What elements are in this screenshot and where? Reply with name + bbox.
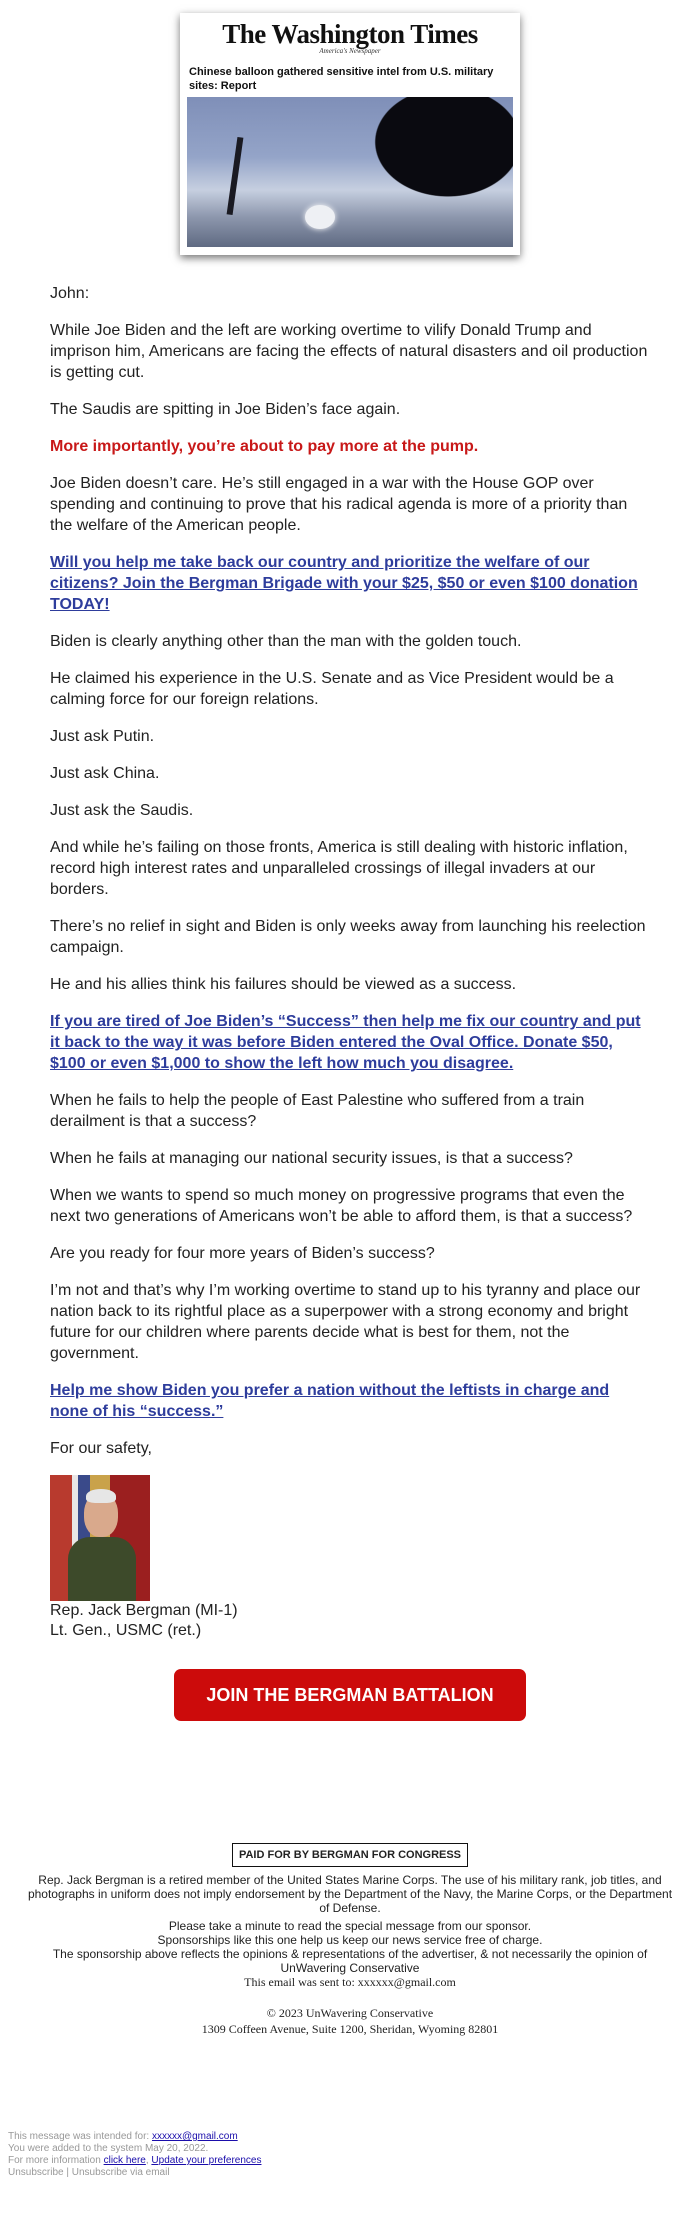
sponsor-line: Sponsorships like this one help us keep our news service free of charge. [157,1933,543,1947]
military-disclaimer: Rep. Jack Bergman is a retired member of the United States Marine Corps. The use of his military rank, job titles, and photographs in uniform does not imply endorsement by the Department of the Navy, the Marine Corps, or the Department of Defense. [27,1873,673,1915]
sent-to-line: This email was sent to: xxxxxx@gmail.com [244,1975,456,1989]
aircraft-strut-shape [227,137,244,215]
balloon-shape [305,205,335,229]
paid-for-box: PAID FOR BY BERGMAN FOR CONGRESS [232,1843,468,1867]
paragraph: And while he’s failing on those fronts, America is still dealing with historic inflation, record high interest rates and unparalleled crossings of illegal invaders at our borders. [50,839,628,898]
paragraph: The Saudis are spitting in Joe Biden’s face again. [50,401,401,418]
paragraph: Biden is clearly anything other than the man with the golden touch. [50,633,522,650]
paragraph: While Joe Biden and the left are working overtime to vilify Donald Trump and imprison him, Americans are facing the effects of natural disasters and oil production is getting cut. [50,322,648,381]
donate-link-1[interactable]: Will you help me take back our country and prioritize the welfare of our citizens? Join the Bergman Brigade with your $25, $50 or even $100 donation TODAY! [50,554,638,613]
uniform-shape [68,1537,136,1601]
newspaper-masthead: The Washington Times [222,19,478,49]
paragraph: Just ask China. [50,765,160,782]
join-battalion-button[interactable]: JOIN THE BERGMAN BATTALION [174,1669,526,1721]
sponsor-line: Please take a minute to read the special message from our sponsor. [168,1919,532,1933]
meta-label: For more information [8,2155,104,2166]
paragraph: Just ask the Saudis. [50,802,194,819]
postal-address: 1309 Coffeen Avenue, Suite 1200, Sheridan, Wyoming 82801 [201,2022,499,2036]
paragraph: There’s no relief in sight and Biden is only weeks away from launching his reelection campaign. [50,918,646,956]
email-footer [25,1843,675,2037]
subscription-meta: This message was intended for: xxxxxx@gmail.com You were added to the system May 20, 2022. For more information click here, Update your preferences Unsubscribe | Unsubscribe via email [8,2131,262,2178]
hair-shape [86,1489,116,1503]
paragraph: Just ask Putin. [50,728,155,745]
paragraph: Joe Biden doesn’t care. He’s still engaged in a war with the House GOP over spending and continuing to prove that his radical agenda is more of a priority than the welfare of the American people. [50,475,628,534]
email-body [50,283,650,1641]
balloon-photo [187,97,513,247]
paragraph: I’m not and that’s why I’m working overtime to stand up to his tyranny and place our nation back to its rightful place as a superpower with a strong economy and bright future for our children where parents decide what is best for them, not the government. [50,1282,641,1362]
newspaper-tagline: America's Newspaper [319,47,381,55]
paragraph: Are you ready for four more years of Biden’s success? [50,1245,435,1262]
added-date: You were added to the system May 20, 2022. [8,2143,209,2154]
unsubscribe-links[interactable]: Unsubscribe | Unsubscribe via email [8,2167,170,2178]
bergman-portrait [50,1475,150,1601]
donate-link-3[interactable]: Help me show Biden you prefer a nation without the leftists in charge and none of his “success.” [50,1382,610,1420]
update-preferences-link[interactable]: Update your preferences [151,2155,262,2166]
news-headline: Chinese balloon gathered sensitive intel from U.S. military sites: Report [189,66,494,92]
intended-email-link[interactable]: xxxxxx@gmail.com [151,2131,238,2142]
news-header-card[interactable] [180,13,520,255]
click-here-link[interactable]: click here [103,2155,146,2166]
signature-title: Lt. Gen., USMC (ret.) [50,1622,202,1639]
paragraph: When he fails to help the people of East Palestine who suffered from a train derailment is that a success? [50,1092,585,1130]
meta-label: This message was intended for: [8,2131,152,2142]
highlight-paragraph: More importantly, you’re about to pay more at the pump. [50,438,479,455]
paragraph: He claimed his experience in the U.S. Senate and as Vice President would be a calming force for our foreign relations. [50,670,614,708]
copyright: © 2023 UnWavering Conservative [266,2006,434,2020]
paragraph: He and his allies think his failures should be viewed as a success. [50,976,517,993]
paragraph: When he fails at managing our national security issues, is that a success? [50,1150,573,1167]
closing: For our safety, [50,1440,152,1457]
signature-name: Rep. Jack Bergman (MI-1) [50,1602,238,1619]
greeting: John: [50,285,90,302]
donate-link-2[interactable]: If you are tired of Joe Biden’s “Success” then help me fix our country and put it back to the way it was before Biden entered the Oval Office. Donate $50, $100 or even $1,000 to show the left how much you disagree. [50,1013,641,1072]
sponsor-line: The sponsorship above reflects the opinions & representations of the advertiser, & not necessarily the opinion of UnWavering Conservative [52,1947,648,1975]
paragraph: When we wants to spend so much money on progressive programs that even the next two generations of Americans won’t be able to afford them, is that a success? [50,1187,633,1225]
